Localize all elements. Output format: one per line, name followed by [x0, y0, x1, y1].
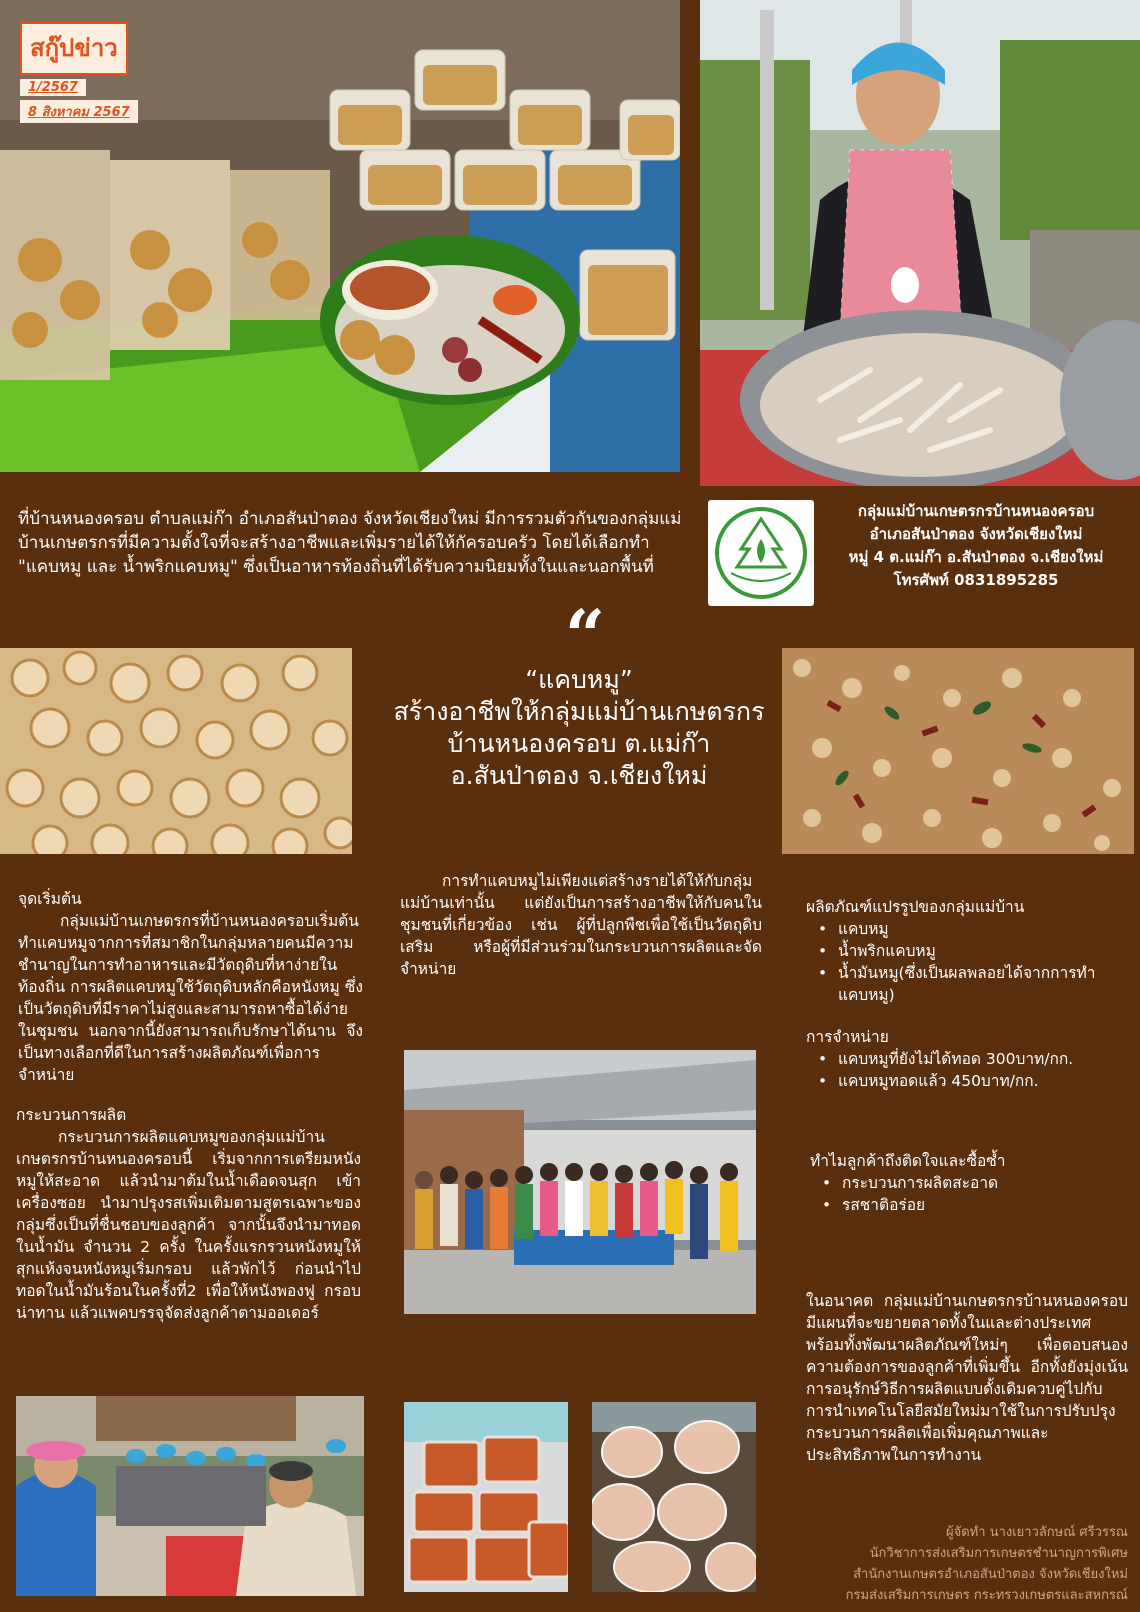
photo-woman-preparing: [700, 0, 1140, 486]
headline: [370, 664, 788, 792]
contact-phone[interactable]: โทรศัพท์ 0831895285: [893, 571, 1059, 589]
photo-packaged-chili: [404, 1402, 568, 1592]
headline-line-4: อ.สันป่าตอง จ.เชียงใหม่: [450, 761, 708, 790]
intro-paragraph: ที่บ้านหนองครอบ ตำบลแม่ก๊า อำเภอสันป่าตอง จังหวัดเชียงใหม่ มีการรวมตัวกันของกลุ่มแม่บ้านเกษตรกรที่มีความตั้งใจที่จะสร้างอาชีพและเพิ่มรายได้ให้กัครอบครัว โดยได้เลือกทำ "แคบหมู และ น้ำพริกแคบหมู" ซึ่งเป็นอาหารท้องถิ่นที่ได้รับความนิยมทั้งในและนอกพื้นที่: [18, 509, 682, 577]
list-item: • กระบวนการผลิตสะอาด: [810, 1172, 1130, 1194]
section-sales: [806, 1026, 1126, 1092]
list-item: • น้ำมันหมู(ซึ่งเป็นผลพลอยได้จากการทำแคบหมู): [806, 962, 1126, 1006]
section-future: [806, 1290, 1128, 1466]
photo-pork-rinds: [0, 648, 352, 854]
list-item: • แคบหมูทอดแล้ว 450บาท/กก.: [806, 1070, 1126, 1092]
credits: [728, 1522, 1128, 1606]
products-heading: ผลิตภัณฑ์แปรรูปของกลุ่มแม่บ้าน: [806, 898, 1025, 916]
photo-group: [404, 1050, 756, 1314]
headline-line-2: สร้างอาชีพให้กลุ่มแม่บ้านเกษตรกร: [393, 697, 765, 726]
headline-line-3: บ้านหนองครอบ ต.แม่ก๊า: [447, 729, 711, 758]
sales-heading: การจำหน่าย: [806, 1028, 889, 1046]
section-products: [806, 896, 1126, 1006]
contact-block: [826, 500, 1126, 592]
section-process: [16, 1104, 361, 1324]
group-logo-icon: [713, 505, 809, 601]
process-heading: กระบวนการผลิต: [16, 1106, 127, 1124]
future-body: ในอนาคต กลุ่มแม่บ้านเกษตรกรบ้านหนองครอบ มีแผนที่จะขยายตลาดทั้งในและต่างประเทศ พร้อมทั้งพัฒนาผลิตภัณฑ์ใหม่ๆ เพื่อตอบสนองความต้องการของลูกค้าที่เพิ่มขึ้น อีกทั้งยังมุ่งเน้นการอนุรักษ์วิธีการผลิตแบบดั้งเดิมควบคู่ไปกับการนำเทคโนโลยีสมัยใหม่มาใช้ในการปรับปรุงกระบวนการผลิตเพื่อเพิ่มคุณภาพและประสิทธิภาพในการทำงาน: [806, 1292, 1128, 1464]
issue-badge: [20, 22, 170, 123]
why-heading: ทำไมลูกค้าถึงติดใจและซื้อซ้ำ: [810, 1152, 1006, 1170]
contact-address: หมู่ 4 ต.แม่ก๊า อ.สันป่าตอง จ.เชียงใหม่: [848, 548, 1104, 566]
headline-line-1: “แคบหมู”: [525, 665, 633, 694]
why-list: [810, 1172, 1130, 1216]
list-item: • รสชาติอร่อย: [810, 1194, 1130, 1216]
section-origin: [18, 888, 363, 1086]
credits-office: สำนักงานเกษตรอำเภอสันป่าตอง จังหวัดเชียงใหม่: [853, 1567, 1128, 1582]
badge-title: สกู๊ปข่าว: [20, 22, 128, 75]
list-item: • น้ำพริกแคบหมู: [806, 940, 1126, 962]
section-why: [810, 1150, 1130, 1216]
credits-department: กรมส่งเสริมการเกษตร กระทรวงเกษตรและสหกรณ์: [845, 1588, 1128, 1603]
badge-date: 8 สิงหาคม 2567: [20, 100, 138, 123]
impact-body: การทำแคบหมูไม่เพียงแต่สร้างรายได้ให้กับกลุ่มแม่บ้านเท่านั้น แต่ยังเป็นการสร้างอาชีพให้กับคนในชุมชนที่เกี่ยวข้อง เช่น ผู้ที่ปลูกพืชเพื่อใช้เป็นวัตถุดิบเสริม หรือผู้ที่มีส่วนร่วมในกระบวนการผลิตและจัดจำหน่าย: [400, 872, 762, 978]
quote-icon: “: [564, 594, 606, 677]
list-item: • แคบหมู: [806, 918, 1126, 940]
badge-issue: 1/2567: [20, 79, 86, 96]
contact-district: อำเภอสันป่าตอง จังหวัดเชียงใหม่: [869, 525, 1083, 543]
photo-chili-paste: [782, 648, 1134, 854]
origin-body: กลุ่มแม่บ้านเกษตรกรที่บ้านหนองครอบเริ่มต้นทำแคบหมูจากการที่สมาชิกในกลุ่มหลายคนมีความชำนาญในการทำอาหารและมีวัตถุดิบที่หาง่ายในท้องถิ่น การผลิตแคบหมูใช้วัตถุดิบหลักคือหนังหมู ซึ่งเป็นวัตถุดิบที่มีราคาไม่สูงและสามารถหาซื้อได้ง่ายในชุมชน นอกจากนี้ยังสามารถเก็บรักษาได้นาน จึงเป็นทางเลือกที่ดีในการสร้างผลิตภัณฑ์เพื่อการจำหน่าย: [18, 912, 363, 1084]
photo-workers: [16, 1396, 364, 1596]
origin-heading: จุดเริ่มต้น: [18, 890, 82, 908]
section-impact: [400, 870, 762, 980]
contact-group-name: กลุ่มแม่บ้านเกษตรกรบ้านหนองครอบ: [857, 502, 1095, 520]
process-body: กระบวนการผลิตแคบหมูของกลุ่มแม่บ้านเกษตรกรบ้านหนองครอบนี้ เริ่มจากการเตรียมหนังหมูให้สะอาด แล้วนำมาต้มในน้ำเดือดจนสุก เข้าเครื่องซอย นำมาปรุงรสเพิ่มเติมตามสูตรเฉพาะของกลุ่มซึ่งเป็นที่ชื่นชอบของลูกค้า จากนั้นจึงนำมาทอดในน้ำมัน จำนวน 2 ครั้ง ในครั้งแรกรวนหนังหมูให้สุกแห้งจนหนังหมูเริ่มกรอบ แล้วพักไว้ ก่อนนำไปทอดในน้ำมันร้อนในครั้งที่2 เพื่อให้หนังพองฟู กรอบน่าทาน แล้วแพคบรรจุจัดส่งลูกค้าตามออเดอร์: [16, 1128, 361, 1322]
sales-list: [806, 1048, 1126, 1092]
group-logo: [708, 500, 814, 606]
list-item: • แคบหมูที่ยังไม่ได้ทอด 300บาท/กก.: [806, 1048, 1126, 1070]
products-list: [806, 918, 1126, 1006]
credits-author: ผู้จัดทำ นางเยาวลักษณ์ ศรีวรรณ: [945, 1525, 1128, 1540]
credits-position: นักวิชาการส่งเสริมการเกษตรชำนาญการพิเศษ: [869, 1546, 1128, 1561]
